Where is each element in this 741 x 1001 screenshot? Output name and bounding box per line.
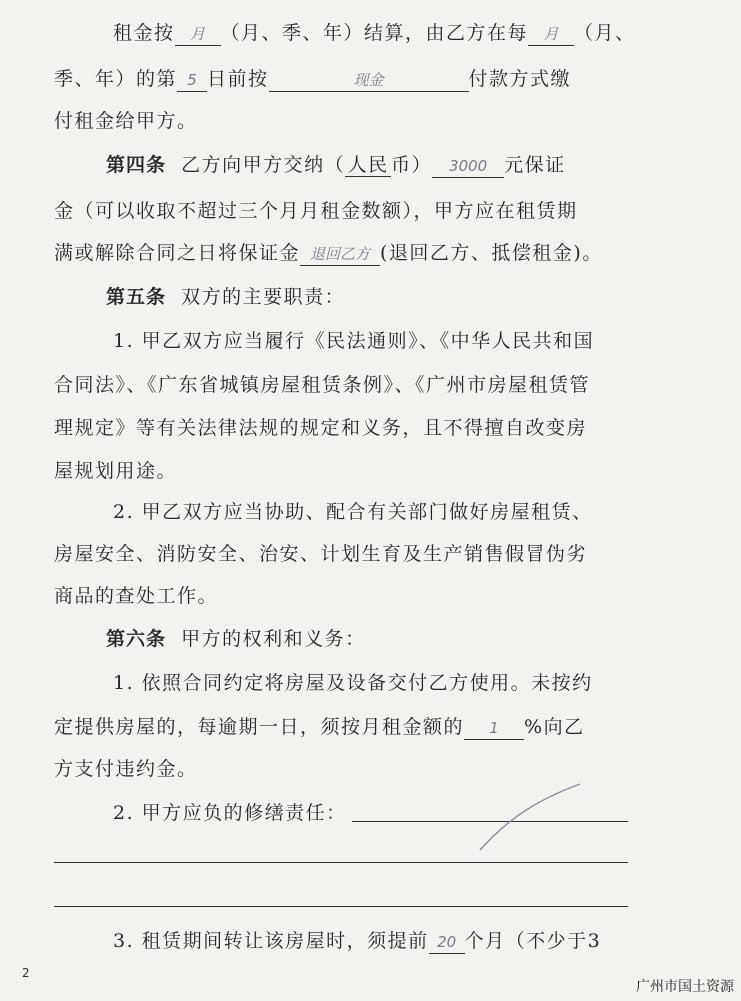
text-segment: (退回乙方、抵偿租金)。 [380, 242, 603, 264]
line-20 [113, 928, 601, 954]
line-1 [113, 20, 636, 46]
line-18: 方支付违约金。 [54, 758, 198, 780]
handwritten-day: 5 [187, 71, 197, 89]
footer-agency: 广州市国土资源 [636, 979, 734, 995]
line-14: 商品的查处工作。 [54, 585, 219, 607]
line-4 [106, 152, 566, 178]
handwritten-period: 月 [190, 25, 206, 43]
handwritten-penalty: 1 [489, 719, 499, 737]
text-segment: 3. 租赁期间转让该房屋时，须提前 [113, 930, 429, 952]
text-segment: 元保证 [504, 154, 566, 176]
handwritten-deposit-action: 退回乙方 [310, 245, 371, 263]
line-11: 屋规划用途。 [54, 460, 178, 482]
text-segment: 乙方向甲方交纳（ [181, 154, 346, 176]
handwritten-deposit: 3000 [449, 157, 488, 175]
article-6-heading: 第六条 [106, 628, 167, 650]
text-segment: 付款方式缴 [468, 68, 572, 90]
line-12: 2. 甲乙双方应当协助、配合有关部门做好房屋租赁、 [113, 501, 593, 523]
line-3: 付租金给甲方。 [54, 110, 198, 132]
blank-line [54, 906, 628, 907]
line-17 [54, 714, 585, 740]
text-segment: 租金按 [113, 22, 175, 44]
text-segment: 甲方的权利和义务： [181, 628, 366, 650]
line-19: 2. 甲方应负的修缮责任： [113, 802, 347, 824]
text-segment: 日前按 [207, 68, 269, 90]
currency-field: 人民 [345, 154, 391, 177]
line-5: 金（可以收取不超过三个月月租金数额），甲方应在租赁期 [54, 200, 578, 222]
strike-through-mark [470, 776, 590, 856]
text-segment: （月、 [574, 22, 636, 44]
page-number: 2 [22, 966, 30, 980]
line-8: 1. 甲乙双方应当履行《民法通则》、《中华人民共和国 [113, 330, 595, 352]
text-segment: 币） [391, 154, 433, 176]
handwritten-method: 现金 [353, 71, 384, 89]
line-15 [106, 626, 366, 652]
text-segment: 满或解除合同之日将保证金 [54, 242, 301, 264]
text-segment: 双方的主要职责： [181, 286, 346, 308]
text-segment: 定提供房屋的，每逾期一日，须按月租金额的 [54, 716, 465, 738]
line-16: 1. 依照合同约定将房屋及设备交付乙方使用。未按约 [113, 672, 593, 694]
article-4-heading: 第四条 [106, 154, 167, 176]
blank-line [54, 862, 628, 863]
handwritten-each: 月 [543, 25, 559, 43]
line-9: 合同法》、《广东省城镇房屋租赁条例》、《广州市房屋租赁管 [54, 374, 591, 396]
line-10: 理规定》等有关法律法规的规定和义务，且不得擅自改变房 [54, 417, 588, 439]
line-7 [106, 284, 345, 310]
text-segment: %向乙 [524, 716, 585, 738]
text-segment: 季、年）的第 [54, 68, 178, 90]
text-segment: 个月（不少于3 [464, 930, 602, 952]
line-2 [54, 66, 571, 92]
article-5-heading: 第五条 [106, 286, 167, 308]
handwritten-notice: 20 [437, 933, 457, 951]
line-13: 房屋安全、消防安全、治安、计划生育及生产销售假冒伪劣 [54, 543, 588, 565]
line-6 [54, 240, 603, 266]
text-segment: （月、季、年）结算，由乙方在每 [220, 22, 529, 44]
